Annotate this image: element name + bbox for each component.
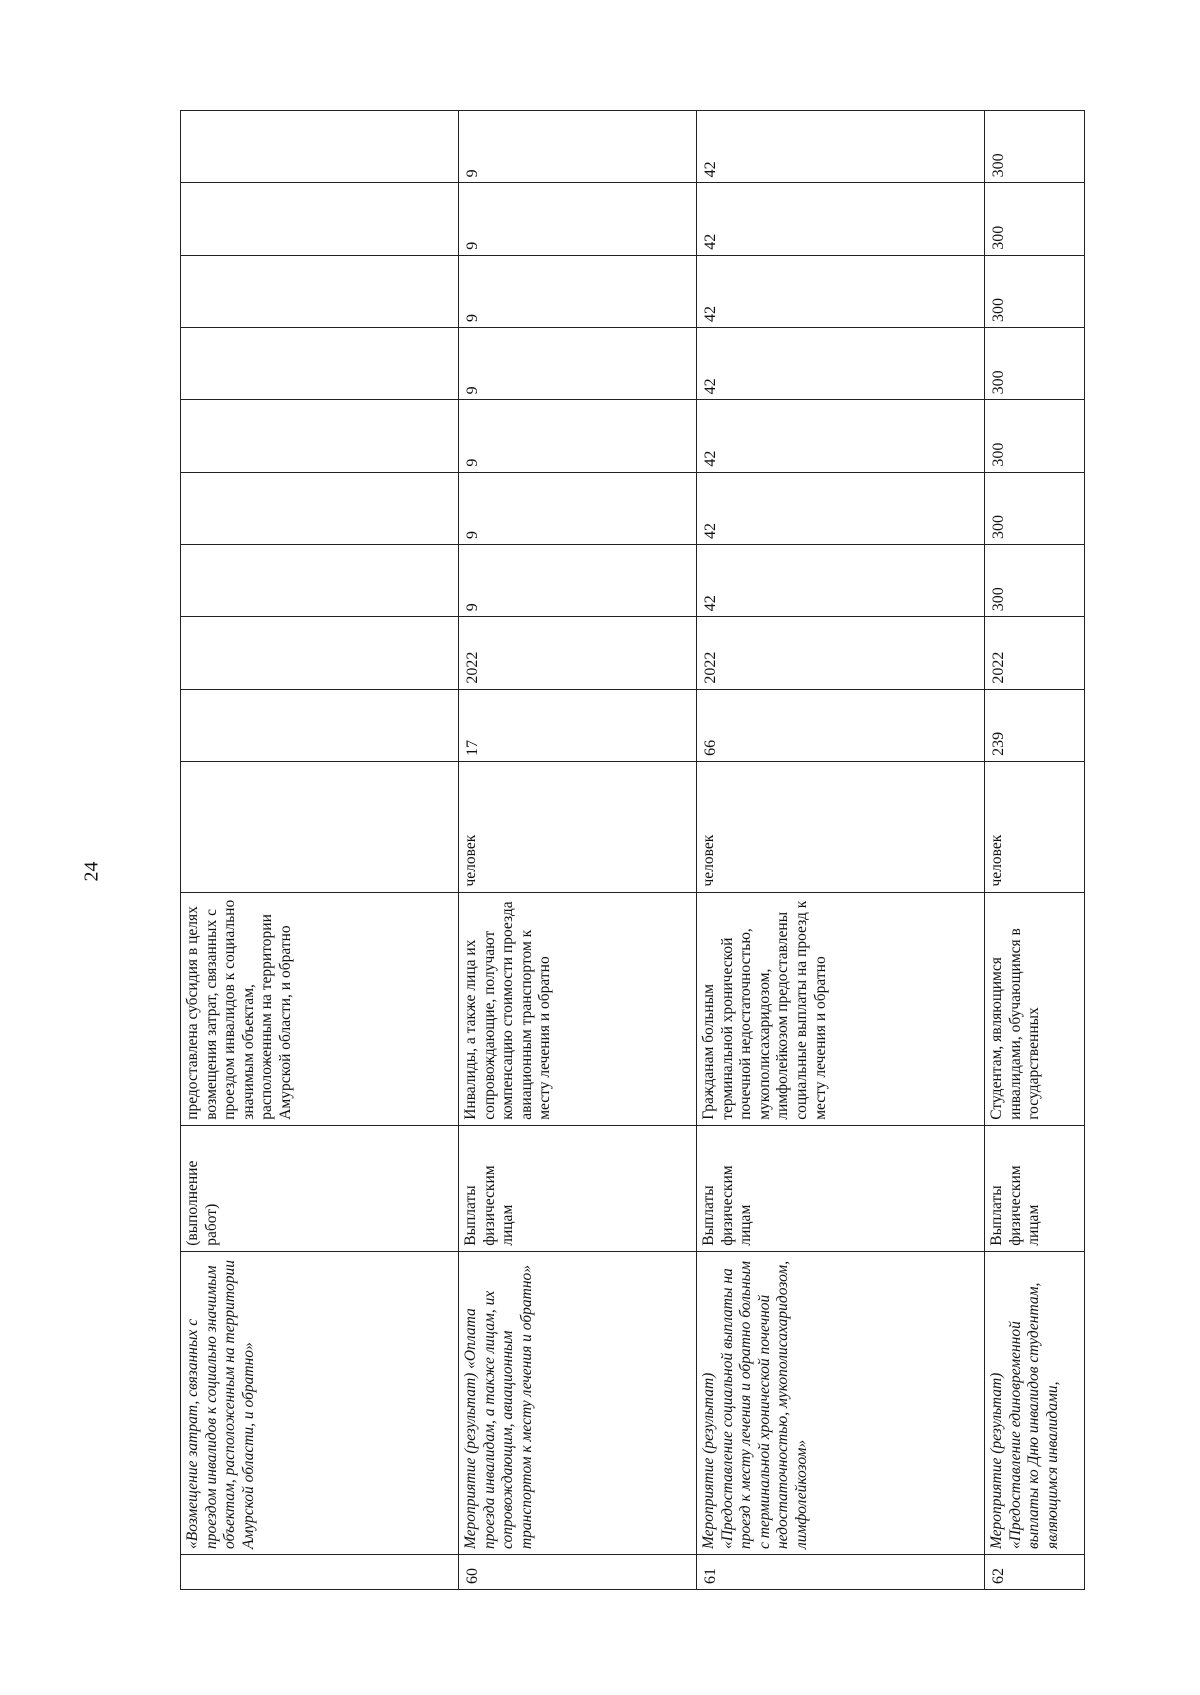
year-value-3: 300 — [985, 400, 1085, 472]
year-value-7: 9 — [459, 111, 697, 183]
row-number: 60 — [459, 1555, 697, 1590]
row-number — [181, 1555, 459, 1590]
year-value-2: 9 — [459, 472, 697, 544]
year-value-3: 9 — [459, 400, 697, 472]
table-row — [181, 111, 459, 1590]
results-table — [180, 110, 1085, 1590]
year-value-7: 42 — [697, 111, 985, 183]
result-name: «Возмещение затрат, связанных с проездом инвалидов к социально значимым объектам, расположенным на территории Амурской области, и обратно» — [181, 1251, 459, 1554]
year-value-6 — [181, 183, 459, 255]
year-value-4: 9 — [459, 328, 697, 400]
result-type: Выплаты физическим лицам — [459, 1125, 697, 1251]
result-name: Мероприятие (результат) «Оплата проезда инвалидам, а также лицам, их сопровождающим, авиационным транспортом к месту лечения и обратно» — [459, 1251, 697, 1554]
year-value-7 — [181, 111, 459, 183]
result-description: Студентам, являющимся инвалидами, обучающимся в государственных — [985, 892, 1085, 1125]
year-value-2: 300 — [985, 472, 1085, 544]
year-value-6: 300 — [985, 183, 1085, 255]
row-number: 62 — [985, 1555, 1085, 1590]
year-value-4: 42 — [697, 328, 985, 400]
year-value-6: 9 — [459, 183, 697, 255]
result-type: Выплаты физическим лицам — [985, 1125, 1085, 1251]
base-year: 2022 — [985, 617, 1085, 689]
year-value-3 — [181, 400, 459, 472]
results-table-sheet — [180, 110, 1085, 1590]
page-number: 24 — [80, 861, 103, 882]
year-value-7: 300 — [985, 111, 1085, 183]
table-row — [697, 111, 985, 1590]
year-value-1: 300 — [985, 544, 1085, 616]
year-value-5: 42 — [697, 255, 985, 327]
year-value-4: 300 — [985, 328, 1085, 400]
result-description: предоставлена субсидия в целях возмещения затрат, связанных с проездом инвалидов к социально значимым объектам, расположенным на территории Амурской области, и обратно — [181, 892, 459, 1125]
year-value-1: 42 — [697, 544, 985, 616]
base-value — [181, 689, 459, 761]
base-year — [181, 617, 459, 689]
year-value-3: 42 — [697, 400, 985, 472]
table-row — [985, 111, 1085, 1590]
unit: человек — [459, 761, 697, 892]
result-name: Мероприятие (результат) «Предоставление единовременной выплаты ко Дню инвалидов студентам, являющимся инвалидами, — [985, 1251, 1085, 1554]
result-description: Гражданам больным терминальной хронической почечной недостаточностью, мукополисахаридозом, лимфолейкозом предоставлены социальные выплаты на проезд к месту лечения и обратно — [697, 892, 985, 1125]
year-value-2 — [181, 472, 459, 544]
table-row — [459, 111, 697, 1590]
year-value-1 — [181, 544, 459, 616]
unit — [181, 761, 459, 892]
result-type: Выплаты физическим лицам — [697, 1125, 985, 1251]
year-value-5 — [181, 255, 459, 327]
base-value: 239 — [985, 689, 1085, 761]
result-type: (выполнение работ) — [181, 1125, 459, 1251]
year-value-1: 9 — [459, 544, 697, 616]
result-description: Инвалиды, а также лица их сопровождающие, получают компенсацию стоимости проезда авиационным транспортом к месту лечения и обратно — [459, 892, 697, 1125]
base-year: 2022 — [459, 617, 697, 689]
year-value-2: 42 — [697, 472, 985, 544]
result-name: Мероприятие (результат) «Предоставление социальной выплаты на проезд к месту лечения и обратно больным с терминальной хронической почечной недостаточностью, мукополисахаридозом, лимфолейкозом» — [697, 1251, 985, 1554]
year-value-5: 300 — [985, 255, 1085, 327]
year-value-5: 9 — [459, 255, 697, 327]
unit: человек — [697, 761, 985, 892]
year-value-6: 42 — [697, 183, 985, 255]
year-value-4 — [181, 328, 459, 400]
base-value: 17 — [459, 689, 697, 761]
base-year: 2022 — [697, 617, 985, 689]
base-value: 66 — [697, 689, 985, 761]
unit: человек — [985, 761, 1085, 892]
row-number: 61 — [697, 1555, 985, 1590]
